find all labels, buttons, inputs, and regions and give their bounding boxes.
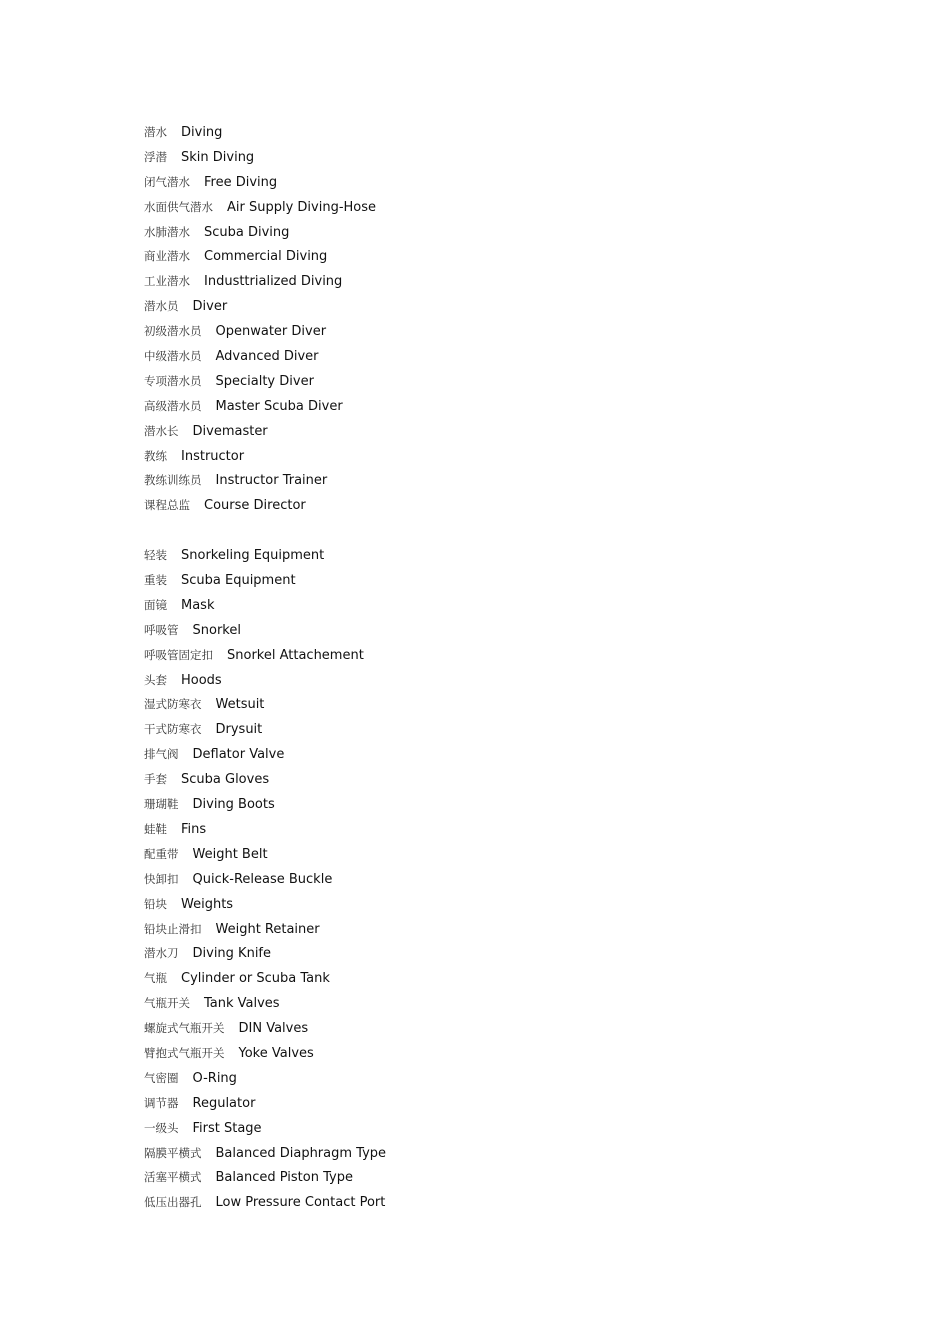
chinese-term: 气瓶 <box>144 971 167 986</box>
glossary-entry <box>144 842 904 867</box>
chinese-term: 工业潜水 <box>144 274 190 289</box>
chinese-term: 重装 <box>144 573 167 588</box>
chinese-term: 铅块 <box>144 896 167 911</box>
english-term: Instructor Trainer <box>215 473 328 489</box>
glossary-entry <box>144 618 904 643</box>
english-term: Scuba Equipment <box>181 573 296 589</box>
chinese-term: 潜水 <box>144 125 167 139</box>
chinese-term: 专项潜水员 <box>144 373 202 388</box>
english-term: Quick-Release Buckle <box>192 871 333 887</box>
chinese-term: 手套 <box>144 772 167 787</box>
glossary-entry <box>144 643 904 668</box>
chinese-term: 水肺潜水 <box>144 224 190 239</box>
english-term: Commercial Diving <box>204 249 328 265</box>
section-gap <box>144 518 904 543</box>
glossary-entry <box>144 195 904 220</box>
english-term: First Stage <box>192 1120 262 1136</box>
english-term: Deflator Valve <box>192 747 285 763</box>
diving-equipment-list <box>144 543 904 1215</box>
chinese-term: 铅块止滑扣 <box>144 921 202 936</box>
glossary-entry <box>144 269 904 294</box>
chinese-term: 高级潜水员 <box>144 398 202 413</box>
glossary-entry <box>144 220 904 245</box>
glossary-entry <box>144 493 904 518</box>
english-term: Divemaster <box>192 423 268 439</box>
english-term: Regulator <box>192 1095 256 1111</box>
english-term: DIN Valves <box>238 1021 309 1037</box>
chinese-term: 初级潜水员 <box>144 324 202 339</box>
glossary-entry <box>144 1066 904 1091</box>
glossary-entry <box>144 717 904 742</box>
glossary-entry <box>144 1116 904 1141</box>
english-term: Snorkeling Equipment <box>181 548 325 564</box>
english-term: Low Pressure Contact Port <box>215 1195 386 1211</box>
chinese-term: 一级头 <box>144 1120 179 1135</box>
chinese-term: 干式防寒衣 <box>144 722 202 737</box>
english-term: Weights <box>181 896 234 912</box>
glossary-entry <box>144 1091 904 1116</box>
glossary-entry <box>144 767 904 792</box>
glossary-entry <box>144 145 904 170</box>
glossary-entry <box>144 1141 904 1166</box>
english-term: Scuba Gloves <box>181 772 270 788</box>
chinese-term: 闭气潜水 <box>144 174 190 189</box>
glossary-entry <box>144 692 904 717</box>
chinese-term: 呼吸管 <box>144 622 179 637</box>
english-term: Scuba Diving <box>204 224 290 240</box>
glossary-entry <box>144 319 904 344</box>
glossary-entry <box>144 941 904 966</box>
glossary-entry <box>144 543 904 568</box>
glossary-entry <box>144 892 904 917</box>
glossary-entry <box>144 593 904 618</box>
english-term: Balanced Diaphragm Type <box>215 1145 387 1161</box>
chinese-term: 调节器 <box>144 1095 179 1110</box>
glossary-entry <box>144 668 904 693</box>
chinese-term: 潜水长 <box>144 423 179 438</box>
glossary-entry <box>144 991 904 1016</box>
english-term: Diving Boots <box>192 797 275 813</box>
chinese-term: 面镜 <box>144 597 167 612</box>
chinese-term: 湿式防寒衣 <box>144 697 202 712</box>
diving-roles-list <box>144 120 904 518</box>
glossary-entry <box>144 867 904 892</box>
english-term: Cylinder or Scuba Tank <box>181 971 330 987</box>
chinese-term: 商业潜水 <box>144 249 190 264</box>
english-term: Snorkel <box>192 622 241 638</box>
chinese-term: 水面供气潜水 <box>144 199 213 214</box>
chinese-term: 教练训练员 <box>144 473 202 488</box>
english-term: Skin Diving <box>181 149 255 165</box>
chinese-term: 潜水刀 <box>144 946 179 961</box>
glossary-entry <box>144 792 904 817</box>
english-term: Advanced Diver <box>215 349 319 365</box>
chinese-term: 蛙鞋 <box>144 821 167 836</box>
english-term: Diving Knife <box>192 946 272 962</box>
english-term: O-Ring <box>192 1070 237 1086</box>
english-term: Master Scuba Diver <box>215 398 343 414</box>
english-term: Fins <box>181 821 207 837</box>
glossary-entry <box>144 120 904 145</box>
chinese-term: 气密圈 <box>144 1070 179 1085</box>
glossary-entry <box>144 817 904 842</box>
english-term: Industtrialized Diving <box>204 274 343 290</box>
chinese-term: 浮潜 <box>144 149 167 164</box>
chinese-term: 呼吸管固定扣 <box>144 647 213 662</box>
glossary-entry <box>144 244 904 269</box>
glossary-entry <box>144 917 904 942</box>
english-term: Tank Valves <box>204 996 280 1012</box>
chinese-term: 潜水员 <box>144 299 179 314</box>
english-term: Diving <box>181 125 223 140</box>
english-term: Specialty Diver <box>215 373 314 389</box>
glossary-entry <box>144 369 904 394</box>
english-term: Free Diving <box>204 174 278 190</box>
glossary-entry <box>144 444 904 469</box>
glossary-entry <box>144 170 904 195</box>
glossary-entry <box>144 419 904 444</box>
english-term: Openwater Diver <box>215 324 327 340</box>
english-term: Snorkel Attachement <box>227 647 364 663</box>
english-term: Weight Belt <box>192 846 268 862</box>
glossary-entry <box>144 468 904 493</box>
english-term: Balanced Piston Type <box>215 1170 353 1186</box>
english-term: Drysuit <box>215 722 263 738</box>
chinese-term: 配重带 <box>144 846 179 861</box>
glossary-entry <box>144 1016 904 1041</box>
chinese-term: 气瓶开关 <box>144 996 190 1011</box>
chinese-term: 排气阀 <box>144 747 179 762</box>
chinese-term: 低压出器孔 <box>144 1195 202 1210</box>
chinese-term: 螺旋式气瓶开关 <box>144 1021 225 1036</box>
english-term: Course Director <box>204 498 306 514</box>
chinese-term: 中级潜水员 <box>144 349 202 364</box>
chinese-term: 快卸扣 <box>144 871 179 886</box>
chinese-term: 课程总监 <box>144 498 190 513</box>
chinese-term: 活塞平横式 <box>144 1170 202 1185</box>
glossary-entry <box>144 394 904 419</box>
english-term: Diver <box>192 299 228 315</box>
chinese-term: 轻装 <box>144 548 167 563</box>
english-term: Yoke Valves <box>238 1045 314 1061</box>
chinese-term: 珊瑚鞋 <box>144 797 179 812</box>
glossary-entry <box>144 294 904 319</box>
glossary-entry <box>144 1165 904 1190</box>
english-term: Weight Retainer <box>215 921 320 937</box>
chinese-term: 教练 <box>144 448 167 463</box>
glossary-entry <box>144 966 904 991</box>
glossary-entry <box>144 742 904 767</box>
glossary-entry <box>144 568 904 593</box>
english-term: Hoods <box>181 672 222 688</box>
glossary-entry <box>144 344 904 369</box>
chinese-term: 隔膜平横式 <box>144 1145 202 1160</box>
chinese-term: 头套 <box>144 672 167 687</box>
glossary-entry <box>144 1041 904 1066</box>
english-term: Air Supply Diving-Hose <box>227 199 377 215</box>
english-term: Mask <box>181 597 215 613</box>
english-term: Instructor <box>181 448 245 464</box>
glossary-page <box>144 120 904 1215</box>
english-term: Wetsuit <box>215 697 265 713</box>
glossary-entry <box>144 1190 904 1215</box>
chinese-term: 臂抱式气瓶开关 <box>144 1045 225 1060</box>
